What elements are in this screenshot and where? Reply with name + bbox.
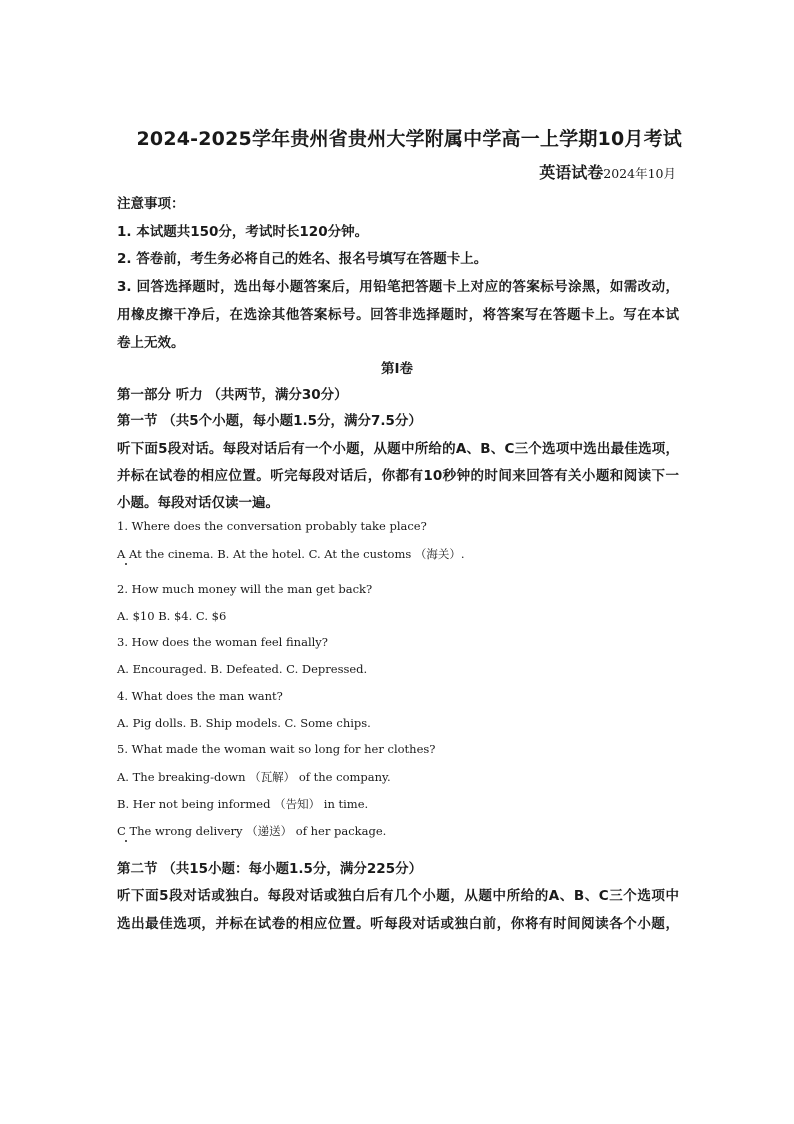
exam-subtitle: 英语试卷 <box>539 163 604 182</box>
section2-instructions-line-2: 选出最佳选项，并标在试卷的相应位置。听每段对话或独白前，你将有时间阅读各个小题， <box>117 916 679 932</box>
notice-item-3-line-1: 3. 回答选择题时，选出每小题答案后，用铅笔把答题卡上对应的答案标号涂黑，如需改动， <box>117 279 679 295</box>
exam-date: 2024年10月 <box>603 166 676 181</box>
section1-heading: 第一节 （共5个小题，每小题1.5分，满分7.5分） <box>117 413 422 429</box>
notice-item-3-line-2: 用橡皮擦干净后，在选涂其他答案标号。回答非选择题时，将答案写在答题卡上。写在本试 <box>117 307 679 323</box>
question-1: 1. Where does the conversation probably take place? <box>117 519 427 533</box>
section1-instructions-line-3: 小题。每段对话仅读一遍。 <box>117 495 279 511</box>
section1-instructions-line-1: 听下面5段对话。每段对话后有一个小题，从题中所给的A、B、C三个选项中选出最佳选项， <box>117 441 679 457</box>
question-5: 5. What made the woman wait so long for her clothes? <box>117 742 436 756</box>
part1-heading: 第一部分 听力 （共两节，满分30分） <box>117 387 348 403</box>
volume-heading: 第I卷 <box>380 361 414 377</box>
emphasis-dot <box>125 840 127 842</box>
question-3-options: A. Encouraged. B. Defeated. C. Depressed. <box>117 662 368 676</box>
question-4-options: A. Pig dolls. B. Ship models. C. Some chips. <box>117 716 371 730</box>
section2-heading: 第二节 （共15小题：每小题1.5分，满分225分） <box>117 861 423 877</box>
question-1-options: A At the cinema. B. At the hotel. C. At the customs （海关）. <box>117 547 465 561</box>
question-5-option-b: B. Her not being informed （告知） in time. <box>117 797 369 811</box>
question-4: 4. What does the man want? <box>117 689 283 703</box>
question-2-options: A. $10 B. $4. C. $6 <box>117 609 227 623</box>
exam-title: 2024-2025学年贵州省贵州大学附属中学高一上学期10月考试 <box>136 128 682 150</box>
emphasis-dot <box>125 563 127 565</box>
notice-item-3-line-3: 卷上无效。 <box>117 335 185 351</box>
notice-item-2: 2. 答卷前，考生务必将自己的姓名、报名号填写在答题卡上。 <box>117 251 488 267</box>
notice-item-1: 1. 本试题共150分，考试时长120分钟。 <box>117 224 369 240</box>
question-5-option-a: A. The breaking-down （瓦解） of the company. <box>117 770 391 784</box>
subtitle-row <box>539 160 676 183</box>
question-5-option-c: C The wrong delivery （递送） of her package. <box>117 824 387 838</box>
notice-heading: 注意事项： <box>117 196 185 212</box>
section1-instructions-line-2: 并标在试卷的相应位置。听完每段对话后，你都有10秒钟的时间来回答有关小题和阅读下一 <box>117 468 679 484</box>
question-2: 2. How much money will the man get back? <box>117 582 373 596</box>
question-3: 3. How does the woman feel finally? <box>117 635 328 649</box>
section2-instructions-line-1: 听下面5段对话或独白。每段对话或独白后有几个小题，从题中所给的A、B、C三个选项中 <box>117 888 679 904</box>
